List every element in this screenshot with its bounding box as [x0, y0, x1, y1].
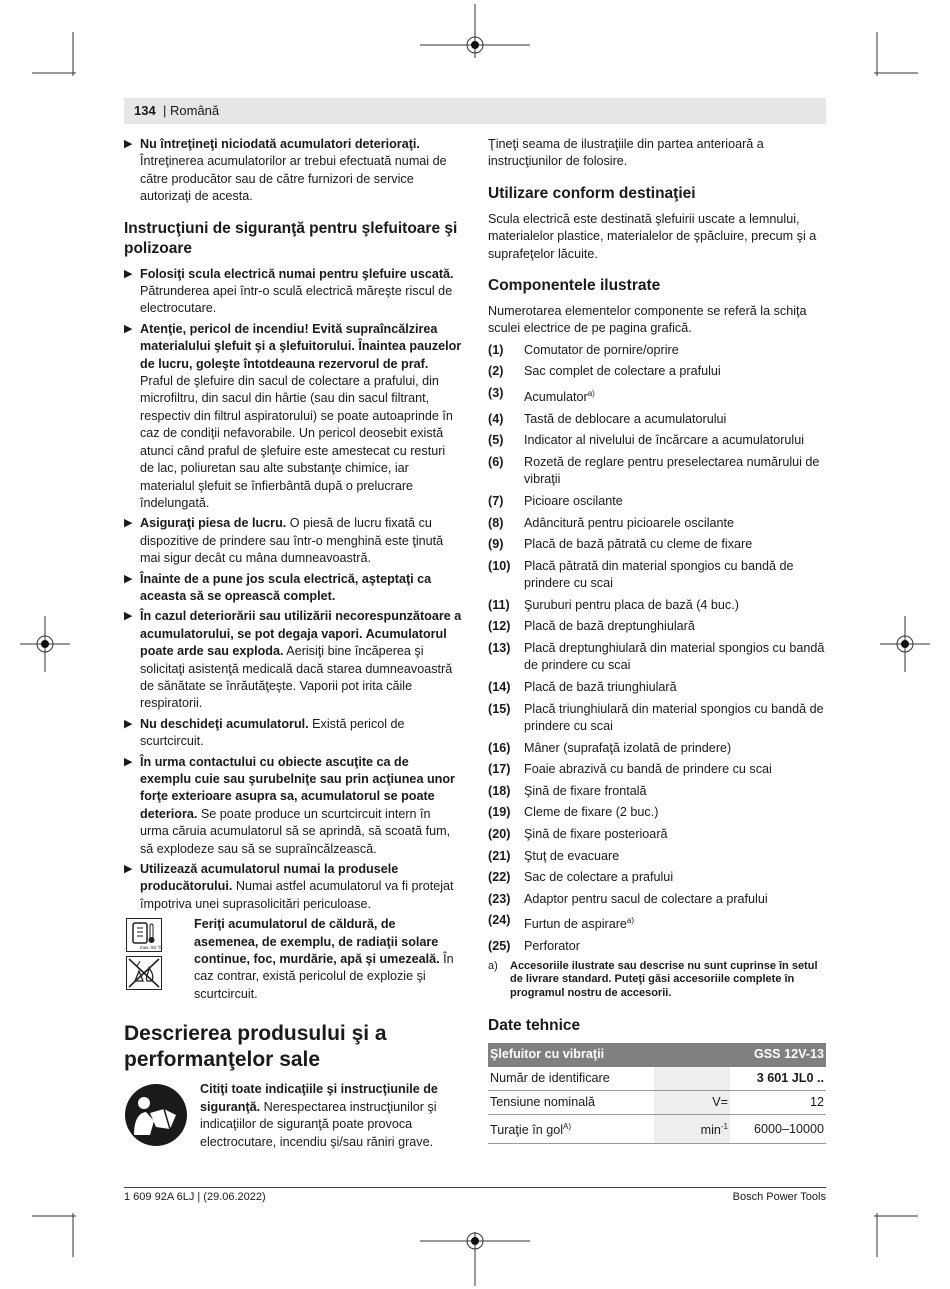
safety-bullet-8 — [124, 861, 462, 913]
table-cell-label: Număr de identificare — [488, 1067, 654, 1091]
bullet-bold: Asiguraţi piesa de lucru. — [140, 516, 287, 531]
component-label — [524, 869, 673, 886]
component-number: (15) — [488, 701, 511, 716]
heat-warning-text: În caz contrar, există pericolul de explozie şi scurtcircuit. — [194, 952, 454, 1001]
component-number: (7) — [488, 494, 504, 508]
component-footnote-ref: a) — [587, 389, 595, 399]
read-note-text: Nerespectarea instrucţiunilor şi indicaţiilor de siguranţă poate provoca electrocutare, incendiu şi/sau răniri grave. — [200, 1099, 437, 1149]
component-number: (4) — [488, 411, 504, 426]
read-note-bold: Citiţi toate indicaţiile şi instrucţiunile de siguranţă. — [200, 1082, 438, 1114]
table-cell-unit — [654, 1067, 730, 1091]
component-label-text: Şină de fixare posterioară — [524, 826, 668, 841]
component-number: (6) — [488, 455, 504, 469]
component-label — [524, 640, 826, 675]
components-intro: Numerotarea elementelor componente se referă la schiţa sculei electrice de pe pagina grafică. — [488, 304, 807, 336]
table-cell-label-wrap — [488, 1115, 654, 1144]
list-item — [488, 342, 826, 359]
list-item — [488, 912, 826, 934]
component-label-text: Şuruburi pentru placa de bază (4 buc.) — [524, 597, 739, 612]
component-label — [524, 848, 619, 865]
bullet-text: Se poate produce un scurtcircuit intern în urma căruia acumulatorul să se aprindă, să scoată fum, să explodeze sau să se supraîncălzească. — [140, 806, 451, 856]
component-label-text: Picioare oscilante — [524, 494, 623, 508]
bullet-bold: Nu deschideţi acumulatorul. — [140, 716, 309, 731]
component-label — [524, 804, 658, 821]
component-number: (5) — [488, 433, 504, 448]
page-header — [124, 98, 826, 124]
footnote-key: a) — [488, 959, 498, 972]
temperature-label: max. 50 °C — [140, 945, 161, 951]
bullet-text: Praful de şlefuire din sacul de colectare a prafului, din microfiltru, din sacul din hârtie (sau din sacul filtrant, respectiv din filtrul aspiratorului) se poate autoaprinde în caz de condiţii nefavorabile. Un pericol deosebit există atunci când praful de şlefuire este amestecat cu resturi de lac, poliuretan sau alte substanţe chimice, iar materialul şlefuit se înfierbântă după o prelucrare îndelungată. — [140, 374, 453, 510]
component-label-text: Acumulator — [524, 390, 588, 405]
table-cell-label: Turaţie în gol — [490, 1123, 564, 1138]
component-label-text: Cleme de fixare (2 buc.) — [524, 805, 659, 820]
component-label — [524, 342, 679, 359]
safety-bullet-4 — [124, 571, 462, 606]
warning-icons — [126, 918, 162, 994]
table-cell-unit-wrap — [654, 1115, 730, 1144]
list-item — [488, 679, 826, 696]
component-label-text: Foaie abrazivă cu bandă de prindere cu scai — [524, 762, 772, 777]
component-label — [524, 454, 826, 489]
tech-table-header — [488, 1043, 826, 1066]
bullet-triangle-icon: ▶ — [124, 863, 133, 876]
component-label — [524, 363, 721, 380]
tech-table — [488, 1043, 826, 1144]
component-label — [524, 826, 668, 843]
right-column — [488, 136, 826, 1144]
bullet-bold: Utilizează acumulatorul numai la produsele producătorului. — [140, 862, 399, 894]
component-label-text: Perforator — [524, 939, 580, 954]
intro-bullet — [124, 136, 462, 206]
component-number: (16) — [488, 740, 511, 755]
bullet-triangle-icon: ▶ — [124, 267, 133, 280]
component-label-text: Placă de bază triunghiulară — [524, 679, 677, 694]
component-label — [524, 618, 695, 635]
component-number: (11) — [488, 597, 510, 612]
component-label-text: Adâncitură pentru picioarele oscilante — [524, 515, 735, 530]
component-label-text: Placă triunghiulară din material spongios cu bandă de prindere cu scai — [524, 701, 824, 733]
component-number: (2) — [488, 364, 504, 379]
list-item — [488, 536, 826, 553]
list-item — [488, 640, 826, 675]
component-label-text: Placă pătrată din material spongios cu bandă de prindere cu scai — [524, 558, 794, 591]
bullet-triangle-icon: ▶ — [124, 138, 133, 150]
list-item — [488, 558, 826, 593]
page-number: 134 — [134, 103, 156, 118]
bullet-bold: În urma contactului cu obiecte ascuţite ca de exemplu cuie sau şurubelniţe sau prin acţiunea unor forţe exterioare asupra sa, acumulatorul se poate deteriora. — [140, 754, 455, 821]
component-label — [524, 938, 580, 955]
component-label-text: Placă de bază pătrată cu cleme de fixare — [524, 537, 753, 552]
heat-warning — [124, 916, 462, 1003]
bullet-text: Numai astfel acumulatorul va fi protejat împotriva unei suprasolicitări periculoase. — [140, 879, 454, 911]
bullet-text: O piesă de lucru fixată cu dispozitive de prindere sau într-o menghină este ţinută mai sigur decât cu mâna dumneavoastră. — [140, 516, 444, 566]
bullet-bold: În cazul deteriorării sau utilizării necorespunzătoare a acumulatorului, se pot degaja vapori. Acumulatorul poate arde sau exploda. — [140, 609, 462, 659]
footnote — [488, 960, 826, 1001]
tech-table-header-label: Şlefuitor cu vibraţii — [488, 1043, 730, 1066]
footer-doc-id: 1 609 92A 6LJ | (29.06.2022) — [124, 1191, 266, 1203]
component-label — [524, 385, 595, 407]
list-item — [488, 938, 826, 955]
table-cell-unit: V= — [654, 1091, 730, 1115]
component-label-text: Furtun de aspirare — [524, 917, 627, 932]
safety-heading: Instrucţiuni de siguranţă pentru şlefuitoare şi polizoare — [124, 219, 458, 257]
table-cell-label-sup: A) — [563, 1122, 572, 1132]
component-number: (17) — [488, 762, 511, 777]
table-cell-unit: min — [700, 1123, 721, 1138]
list-item — [488, 493, 826, 510]
list-item — [488, 454, 826, 489]
product-heading: Descrierea produsului şi a performanţelor sale — [124, 1022, 387, 1072]
component-number: (10) — [488, 558, 511, 573]
bullet-text: Există pericol de scurtcircuit. — [140, 716, 405, 749]
safety-bullet-6 — [124, 716, 462, 751]
component-number: (3) — [488, 386, 504, 401]
list-item — [488, 432, 826, 449]
component-label-text: Rozetă de reglare pentru preselectarea numărului de vibraţii — [524, 455, 820, 487]
list-item — [488, 826, 826, 843]
bullet-triangle-icon: ▶ — [124, 717, 133, 730]
read-instructions-note — [124, 1081, 462, 1151]
usage-heading: Utilizare conform destinaţiei — [488, 184, 696, 202]
component-number: (12) — [488, 619, 511, 634]
bullet-bold: Înainte de a pune jos scula electrică, aşteptaţi ca aceasta să se oprească complet. — [140, 571, 432, 603]
list-item — [488, 385, 826, 407]
bullet-triangle-icon: ▶ — [124, 610, 133, 623]
component-number: (13) — [488, 640, 511, 655]
list-item — [488, 740, 826, 757]
bullet-bold: Nu întreţineţi niciodată acumulatori deterioraţi. — [140, 137, 420, 151]
bullet-text: Întreţinerea acumulatorilor ar trebui efectuată numai de către producător sau de către furnizori de service autorizaţi de acesta. — [140, 154, 447, 204]
table-cell-value: 3 601 JL0 .. — [730, 1067, 826, 1091]
component-number: (8) — [488, 515, 504, 530]
list-item — [488, 618, 826, 635]
component-number: (1) — [488, 342, 504, 357]
footer-brand: Bosch Power Tools — [732, 1191, 826, 1203]
safety-bullet-5 — [124, 608, 462, 712]
component-label — [524, 432, 804, 449]
footer-rule — [124, 1187, 826, 1188]
heat-warning-bold: Feriţi acumulatorul de căldură, de asemenea, de exemplu, de radiaţii solare continue, foc, murdărie, apă şi umezeală. — [194, 917, 440, 967]
component-label — [524, 411, 726, 428]
component-label-text: Placă dreptunghiulară din material spongios cu bandă de prindere cu scai — [524, 640, 825, 673]
list-item — [488, 597, 826, 614]
components-list — [488, 342, 826, 956]
component-number: (25) — [488, 939, 511, 954]
table-cell-label: Tensiune nominală — [488, 1091, 654, 1115]
component-label-text: Comutator de pornire/oprire — [524, 342, 679, 357]
component-label-text: Placă de bază dreptunghiulară — [524, 619, 695, 634]
component-number: (9) — [488, 537, 504, 552]
table-cell-unit-sup: -1 — [720, 1122, 728, 1132]
component-footnote-ref: a) — [626, 916, 635, 926]
list-item — [488, 848, 826, 865]
component-number: (18) — [488, 783, 511, 798]
list-item — [488, 411, 826, 428]
component-number: (20) — [488, 826, 511, 841]
component-number: (19) — [488, 805, 511, 820]
bullet-triangle-icon: ▶ — [124, 322, 133, 335]
component-label — [524, 783, 647, 800]
component-label — [524, 701, 826, 736]
safety-bullet-1 — [124, 266, 462, 318]
component-label-text: Indicator al nivelului de încărcare a acumulatorului — [524, 433, 805, 448]
bullet-text: Aerisiţi bine încăperea şi solicitaţi asistenţă medicală dacă starea dumneavoastră de sănătate se înrăutăţeşte. Vaporii pot irita căile respiratorii. — [140, 644, 453, 711]
component-label — [524, 536, 752, 553]
header-language: Română — [170, 103, 220, 118]
component-label-text: Mâner (suprafaţă izolată de prindere) — [524, 740, 732, 755]
component-number: (22) — [488, 870, 511, 885]
no-water-fire-icon — [126, 956, 162, 990]
bullet-triangle-icon: ▶ — [124, 517, 133, 530]
component-label-text: Tastă de deblocare a acumulatorului — [524, 411, 727, 426]
component-label — [524, 515, 734, 532]
component-label-text: Adaptor pentru sacul de colectare a prafului — [524, 891, 768, 906]
usage-text: Scula electrică este destinată şlefuirii uscate a lemnului, materialelor plastice, materialelor de şpăcluire, precum şi a suprafeţelor lăcuite. — [488, 211, 817, 261]
list-item — [488, 515, 826, 532]
list-item — [488, 891, 826, 908]
component-label — [524, 740, 731, 757]
table-row — [488, 1067, 826, 1091]
tech-heading: Date tehnice — [488, 1017, 581, 1035]
component-label-text: Sac de colectare a prafului — [524, 870, 674, 885]
component-label — [524, 912, 634, 934]
list-item — [488, 869, 826, 886]
component-number: (23) — [488, 891, 511, 906]
component-label-text: Ştuţ de evacuare — [524, 848, 620, 863]
tech-table-header-model: GSS 12V-13 — [730, 1043, 826, 1066]
component-number: (24) — [488, 913, 511, 928]
component-label — [524, 679, 677, 696]
footnote-text: Accesoriile ilustrate sau descrise nu sunt cuprinse în setul de livrare standard. Puteţi găsi accesoriile complete în programul nostru de accesorii. — [510, 959, 818, 999]
component-number: (14) — [488, 679, 511, 694]
read-manual-icon — [124, 1083, 188, 1147]
safety-bullet-2 — [124, 321, 462, 512]
safety-bullet-3 — [124, 515, 462, 567]
component-number: (21) — [488, 848, 511, 863]
bullet-bold: Atenţie, pericol de incendiu! Evită supraîncălzirea materialului şlefuit şi a şlefuitorului. Înaintea pauzelor de lucru, goleşte întotdeauna rezervorul de praf. — [140, 321, 462, 371]
list-item — [488, 363, 826, 380]
bullet-text: Pătrunderea apei într-o sculă electrică măreşte riscul de electrocutare. — [140, 284, 453, 316]
left-column — [124, 136, 462, 1151]
list-item — [488, 804, 826, 821]
component-label — [524, 493, 623, 510]
bullet-triangle-icon: ▶ — [124, 755, 133, 768]
safety-bullet-7 — [124, 754, 462, 858]
table-row — [488, 1091, 826, 1115]
component-label — [524, 597, 739, 614]
table-cell-value: 12 — [730, 1091, 826, 1115]
temperature-warning-icon — [126, 918, 162, 952]
list-item — [488, 783, 826, 800]
header-separator: | — [163, 103, 167, 118]
component-label-text: Şină de fixare frontală — [524, 783, 647, 798]
component-label-text: Sac complet de colectare a prafului — [524, 364, 721, 379]
list-item — [488, 761, 826, 778]
illustrations-note: Ţineţi seama de ilustraţiile din partea anterioară a instrucţiunilor de folosire. — [488, 137, 764, 169]
component-label — [524, 891, 768, 908]
component-label — [524, 558, 826, 593]
bullet-bold: Folosiţi scula electrică numai pentru şlefuire uscată. — [140, 266, 454, 281]
bullet-triangle-icon: ▶ — [124, 572, 133, 585]
table-cell-value: 6000–10000 — [730, 1115, 826, 1144]
list-item — [488, 701, 826, 736]
component-label — [524, 761, 772, 778]
table-row — [488, 1115, 826, 1144]
components-heading: Componentele ilustrate — [488, 277, 661, 295]
